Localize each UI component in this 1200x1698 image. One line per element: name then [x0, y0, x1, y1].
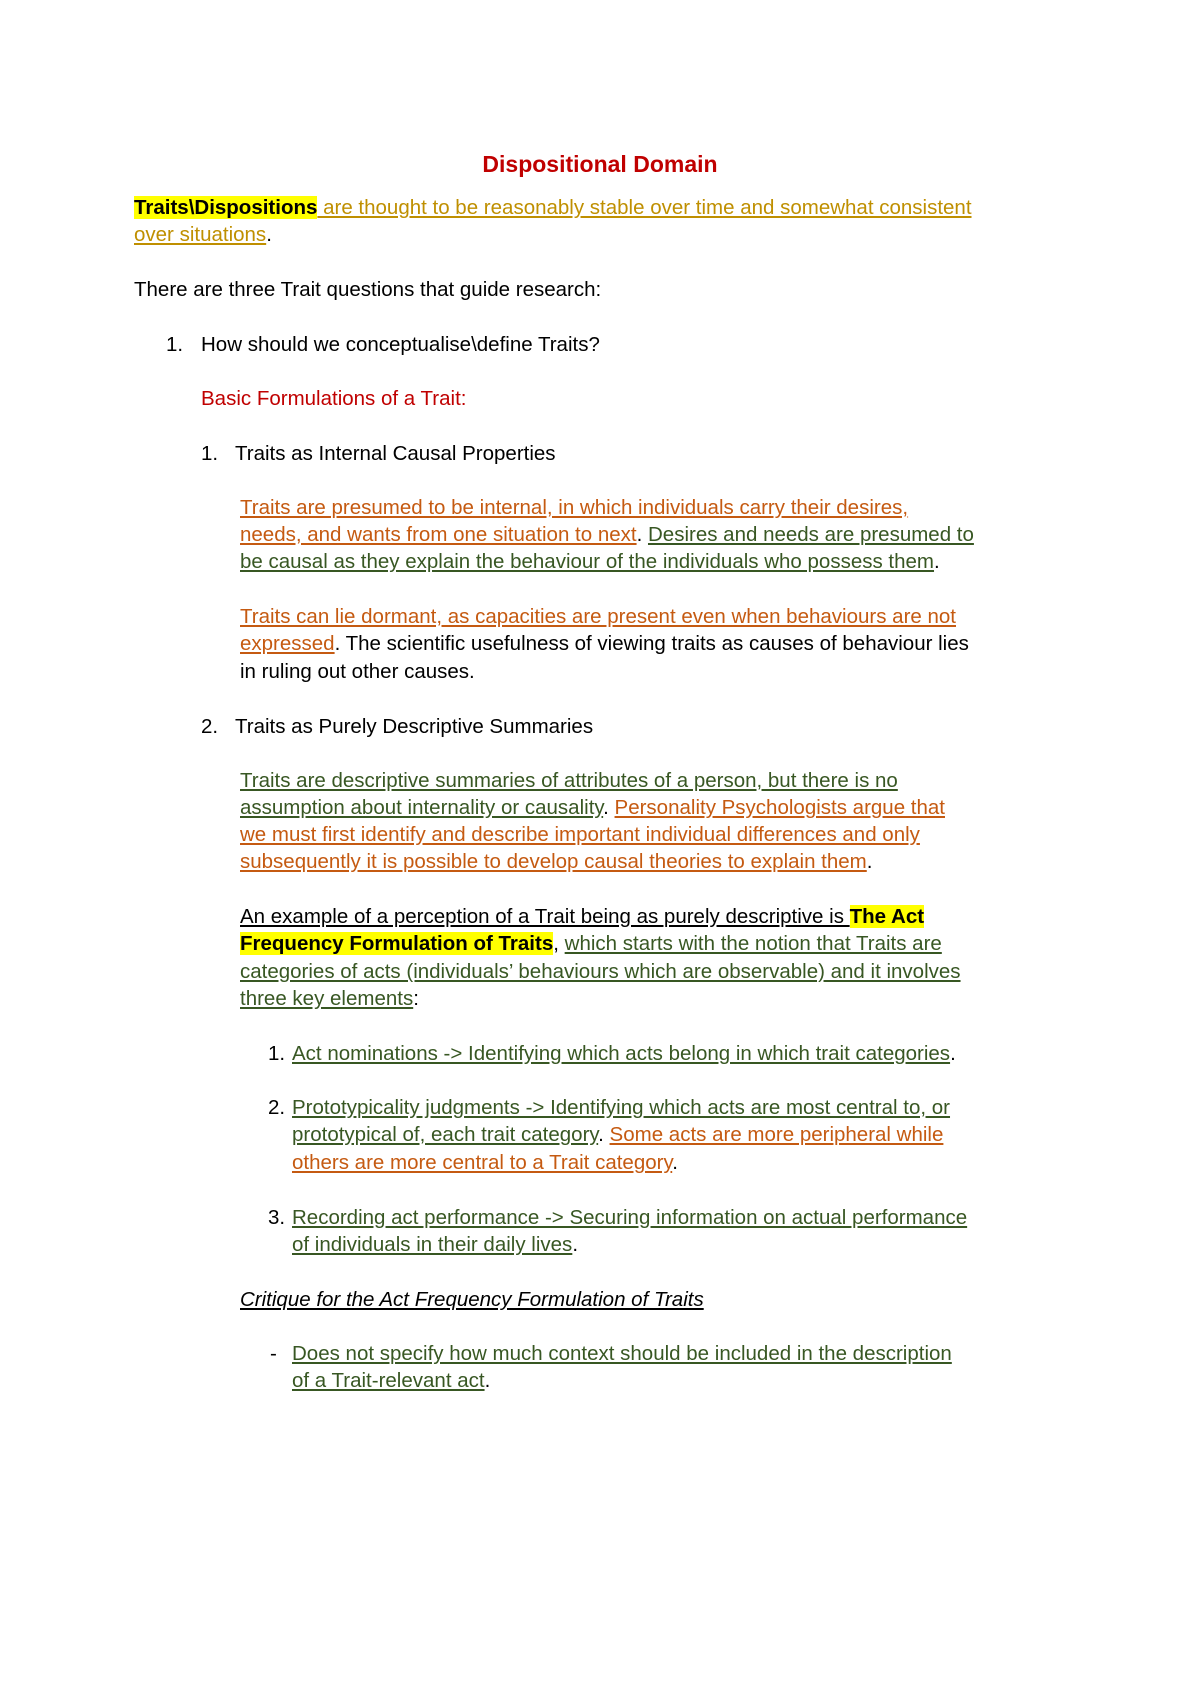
list-number: 1. [268, 1042, 286, 1065]
formulation-2-heading: Traits as Purely Descriptive Summaries [235, 715, 594, 738]
paragraph-line: we must first identify and describe important individual differences and only [240, 823, 920, 846]
paragraph-line: assumption about internality or causality. Personality Psychologists argue that [240, 796, 945, 819]
list-item-line: of a Trait-relevant act. [292, 1369, 491, 1392]
intro-line-1: Traits\Dispositions are thought to be reasonably stable over time and somewhat consistent [134, 196, 972, 219]
paragraph-line: subsequently it is possible to develop causal theories to explain them. [240, 850, 873, 873]
critique-heading: Critique for the Act Frequency Formulation of Traits [240, 1288, 704, 1311]
paragraph-line: be causal as they explain the behaviour of the individuals who possess them. [240, 550, 940, 573]
paragraph-line: Frequency Formulation of Traits, which starts with the notion that Traits are [240, 932, 942, 955]
list-number: 1. [201, 442, 219, 465]
paragraph-line: categories of acts (individuals’ behaviours which are observable) and it involves [240, 960, 961, 983]
paragraph-line: Traits can lie dormant, as capacities are present even when behaviours are not [240, 605, 956, 628]
highlighted-term: Frequency Formulation of Traits [240, 932, 554, 955]
bullet-marker: - [270, 1342, 277, 1365]
list-item: Does not specify how much context should be included in the description [292, 1342, 952, 1365]
intro-line-2: over situations. [134, 223, 272, 246]
list-item: Act nominations -> Identifying which acts belong in which trait categories. [292, 1042, 956, 1065]
list-item-line: others are more central to a Trait category. [292, 1151, 678, 1174]
list-number: 1. [166, 333, 184, 356]
list-item: Prototypicality judgments -> Identifying which acts are most central to, or [292, 1096, 951, 1119]
page-title: Dispositional Domain [482, 151, 718, 177]
basic-formulations-heading: Basic Formulations of a Trait: [201, 387, 467, 410]
paragraph-line: three key elements: [240, 987, 419, 1010]
list-number: 3. [268, 1206, 286, 1229]
highlighted-term: The Act [849, 905, 925, 928]
lead-paragraph: There are three Trait questions that guide research: [134, 278, 602, 301]
paragraph-line: Traits are descriptive summaries of attributes of a person, but there is no [240, 769, 898, 792]
paragraph-line: Traits are presumed to be internal, in which individuals carry their desires, [240, 496, 909, 519]
paragraph-line: expressed. The scientific usefulness of viewing traits as causes of behaviour lies [240, 632, 969, 655]
list-number: 2. [268, 1096, 286, 1119]
list-number: 2. [201, 715, 219, 738]
formulation-1-heading: Traits as Internal Causal Properties [235, 442, 556, 465]
question-1: How should we conceptualise\define Traits? [201, 333, 600, 356]
list-item-line: prototypical of, each trait category. Some acts are more peripheral while [292, 1123, 944, 1146]
list-item-line: of individuals in their daily lives. [292, 1233, 579, 1256]
paragraph-line: needs, and wants from one situation to next. Desires and needs are presumed to [240, 523, 974, 546]
paragraph-line: An example of a perception of a Trait being as purely descriptive is The Act [240, 905, 925, 928]
highlighted-term: Traits\Dispositions [134, 196, 318, 219]
list-item: Recording act performance -> Securing information on actual performance [292, 1206, 968, 1229]
paragraph-line: in ruling out other causes. [240, 660, 475, 683]
